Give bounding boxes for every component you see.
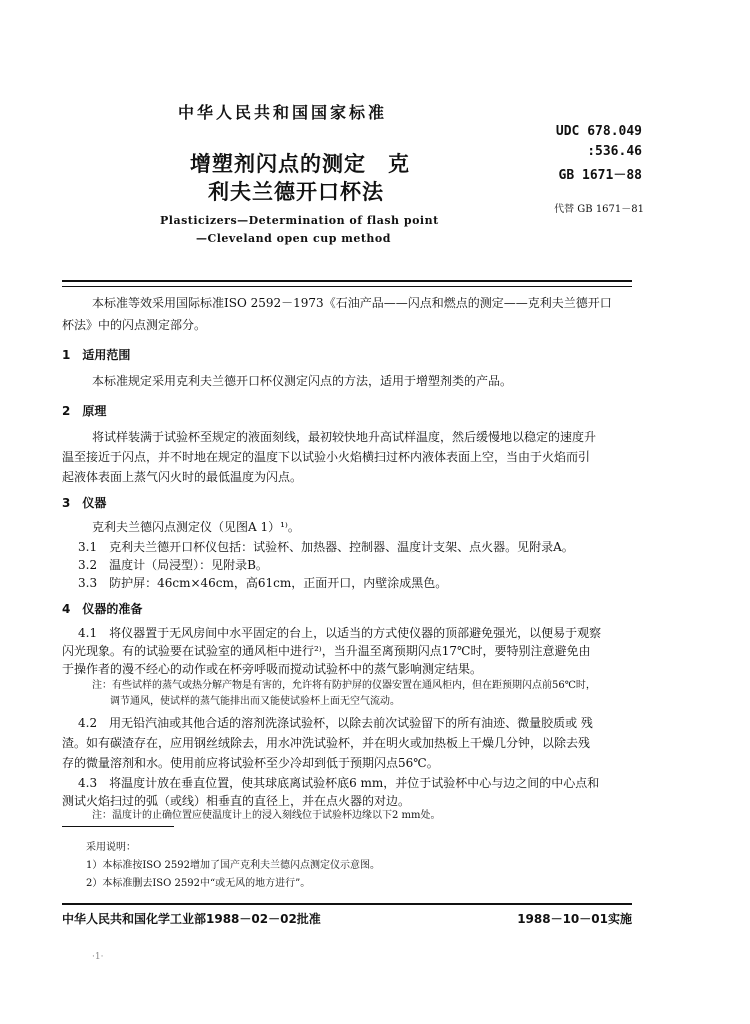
section-1-text: 本标准规定采用克利夫兰德开口杯仪测定闪点的方法，适用于增塑剂类的产品。 bbox=[92, 374, 513, 388]
section-2-line1: 将试样装满于试验杯至规定的液面刻线，最初较快地升高试样温度，然后缓慢地以稳定的速度升 bbox=[92, 430, 597, 444]
intro-line1: 本标准等效采用国际标准ISO 2592－1973《石油产品——闪点和燃点的测定——克利夫兰德开口 bbox=[92, 296, 612, 310]
section-4-1-line2: 闪光现象。有的试验要在试验室的通风柜中进行²⁾，当升温至离预期闪点17℃时，要特别注意避免由 bbox=[62, 644, 591, 658]
section-4-2-line3: 存的微量溶剂和水。使用前应将试验杯至少冷却到低于预期闪点56℃。 bbox=[62, 756, 439, 770]
title-cn-line1: 增塑剂闪点的测定 克 bbox=[190, 152, 410, 176]
udc-number: UDC 678.049 bbox=[555, 124, 642, 139]
title-en-line1: Plasticizers—Determination of flash point bbox=[160, 214, 439, 227]
section-3-2: 3.2 温度计（局浸型）：见附录B。 bbox=[78, 558, 268, 572]
footnote-head: 采用说明： bbox=[86, 842, 136, 853]
section-4-3-note: 注：温度计的止确位置应使温度计上的浸入刻线位于试验杯边缘以下2 mm处。 bbox=[92, 810, 441, 821]
section-4-1-note-line2: 调节通风，使试样的蒸气能排出而又能使试验杯上面无空气流动。 bbox=[110, 696, 400, 707]
page-number: ·1· bbox=[92, 952, 104, 962]
footnote-rule bbox=[62, 826, 174, 827]
footer-rule bbox=[62, 903, 632, 905]
title-cn-line2: 利夫兰德开口杯法 bbox=[208, 180, 384, 204]
section-3-title: 3 仪器 bbox=[62, 496, 107, 510]
header-rule bbox=[62, 280, 632, 282]
udc-number-continued: :536.46 bbox=[587, 144, 642, 159]
section-4-3-line1: 4.3 将温度计放在垂直位置，使其球底离试验杯底6 mm，并位于试验杯中心与边之间的中心点和 bbox=[78, 776, 600, 790]
standard-name: 中华人民共和国国家标准 bbox=[178, 103, 388, 122]
section-4-3-line2: 测试火焰扫过的弧（或线）相垂直的直径上，并在点火器的对边。 bbox=[62, 794, 411, 808]
footnote-1: 1）本标准按ISO 2592增加了国产克利夫兰德闪点测定仪示意图。 bbox=[86, 860, 380, 871]
gb-number: GB 1671－88 bbox=[558, 168, 642, 183]
section-4-1-line3: 于操作者的漫不经心的动作或在杯旁呼吸而搅动试验杯中的蒸气影响测定结果。 bbox=[62, 662, 483, 676]
implementation-date: 1988－10－01实施 bbox=[517, 912, 632, 926]
section-1-title: 1 适用范围 bbox=[62, 348, 131, 362]
section-2-title: 2 原理 bbox=[62, 404, 107, 418]
section-3-3: 3.3 防护屏：46cm×46cm，高61cm，正面开口，内壁涂成黑色。 bbox=[78, 576, 448, 590]
intro-line2: 杯法》中的闪点测定部分。 bbox=[62, 318, 207, 332]
section-4-title: 4 仪器的准备 bbox=[62, 602, 143, 616]
approval-note: 中华人民共和国化学工业部1988－02－02批准 bbox=[62, 912, 321, 926]
header-rule-thin bbox=[62, 286, 632, 287]
section-4-1-line1: 4.1 将仪器置于无风房间中水平固定的台上，以适当的方式使仪器的顶部避免强光，以便易于观察 bbox=[78, 626, 602, 640]
section-4-2-line1: 4.2 用无铅汽油或其他合适的溶剂洗涤试验杯，以除去前次试验留下的所有油迹、微量胶质或 残 bbox=[78, 716, 593, 730]
title-en-line2: —Cleveland open cup method bbox=[196, 232, 391, 245]
footnote-2: 2）本标准删去ISO 2592中“或无风的地方进行”。 bbox=[86, 878, 311, 889]
section-2-line2: 温至接近于闪点，并不时地在规定的温度下以试验小火焰横扫过杯内液体表面上空，当由于火焰而引 bbox=[62, 450, 591, 464]
section-4-2-line2: 渣。如有碳渣存在，应用钢丝绒除去，用水冲洗试验杯，并在明火或加热板上干燥几分钟，以除去残 bbox=[62, 736, 591, 750]
section-2-line3: 起液体表面上蒸气闪火时的最低温度为闪点。 bbox=[62, 470, 303, 484]
section-4-1-note-line1: 注：有些试样的蒸气或热分解产物是有害的，允许将有防护屏的仪器安置在通风柜内，但在距预期闪点前56℃时， bbox=[92, 680, 596, 691]
section-3-intro: 克利夫兰德闪点测定仪（见图A 1）¹⁾。 bbox=[92, 520, 300, 534]
replaces-note: 代替 GB 1671－81 bbox=[554, 204, 644, 215]
section-3-1: 3.1 克利夫兰德开口杯仪包括：试验杯、加热器、控制器、温度计支架、点火器。见附录A。 bbox=[78, 540, 574, 554]
